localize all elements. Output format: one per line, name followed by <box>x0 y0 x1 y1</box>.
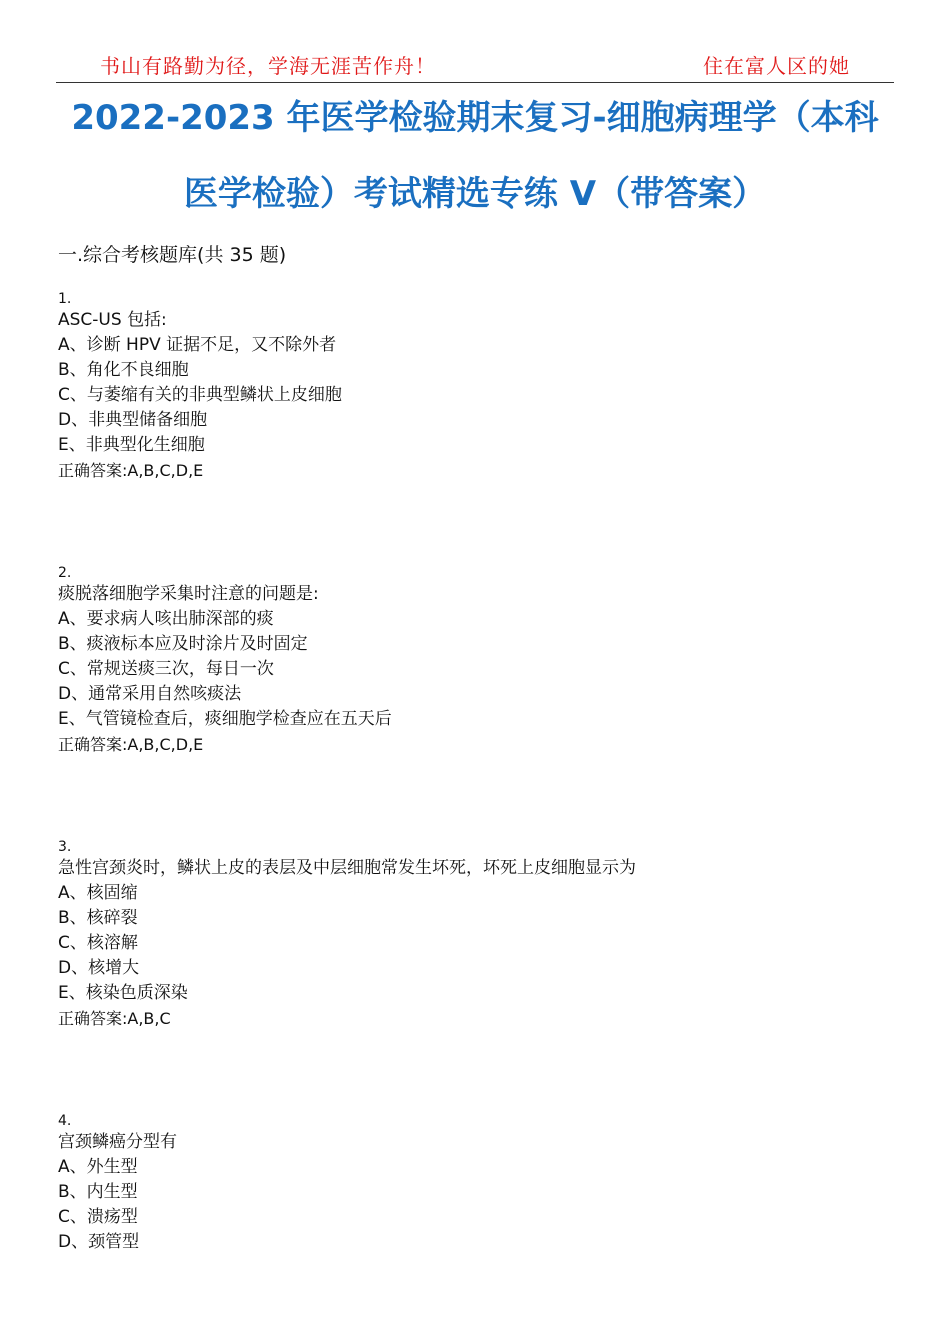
question-4 <box>58 1112 177 1255</box>
header-motto: 书山有路勤为径，学海无涯苦作舟！ <box>100 54 436 78</box>
option-d: D、颈管型 <box>58 1232 140 1252</box>
title-line-2: 医学检验）考试精选专练 V（带答案） <box>183 174 767 214</box>
option-b: B、痰液标本应及时涂片及时固定 <box>58 634 308 654</box>
question-number: 3. <box>58 839 72 855</box>
option-c: C、核溶解 <box>58 933 138 953</box>
correct-answer: 正确答案:A,B,C,D,E <box>58 461 204 480</box>
option-c: C、常规送痰三次，每日一次 <box>58 659 274 679</box>
document-title <box>40 80 910 232</box>
option-a: A、要求病人咳出肺深部的痰 <box>58 609 274 629</box>
question-number: 4. <box>58 1113 72 1129</box>
option-c: C、溃疡型 <box>58 1207 138 1227</box>
question-stem: 痰脱落细胞学采集时注意的问题是: <box>58 584 319 604</box>
correct-answer: 正确答案:A,B,C,D,E <box>58 735 204 754</box>
option-a: A、诊断 HPV 证据不足，又不除外者 <box>58 335 337 355</box>
option-d: D、非典型储备细胞 <box>58 410 208 430</box>
title-line-1: 2022-2023 年医学检验期末复习-细胞病理学（本科 <box>71 98 879 138</box>
question-1 <box>58 290 342 483</box>
option-a: A、外生型 <box>58 1157 138 1177</box>
option-d: D、核增大 <box>58 958 140 978</box>
option-e: E、核染色质深染 <box>58 983 188 1003</box>
option-c: C、与萎缩有关的非典型鳞状上皮细胞 <box>58 385 342 405</box>
option-b: B、内生型 <box>58 1182 138 1202</box>
correct-answer: 正确答案:A,B,C <box>58 1009 171 1028</box>
header-tag: 住在富人区的她 <box>703 54 850 78</box>
section-heading: 一.综合考核题库(共 35 题) <box>58 244 287 266</box>
option-b: B、角化不良细胞 <box>58 360 189 380</box>
question-stem: ASC-US 包括: <box>58 310 167 330</box>
question-2 <box>58 564 392 757</box>
option-e: E、气管镜检查后，痰细胞学检查应在五天后 <box>58 709 392 729</box>
option-d: D、通常采用自然咳痰法 <box>58 684 242 704</box>
option-e: E、非典型化生细胞 <box>58 435 205 455</box>
question-stem: 宫颈鳞癌分型有 <box>58 1132 177 1152</box>
question-number: 1. <box>58 291 72 307</box>
option-a: A、核固缩 <box>58 883 138 903</box>
question-3 <box>58 838 636 1031</box>
question-number: 2. <box>58 565 72 581</box>
option-b: B、核碎裂 <box>58 908 138 928</box>
question-stem: 急性宫颈炎时，鳞状上皮的表层及中层细胞常发生坏死，坏死上皮细胞显示为 <box>58 858 636 878</box>
